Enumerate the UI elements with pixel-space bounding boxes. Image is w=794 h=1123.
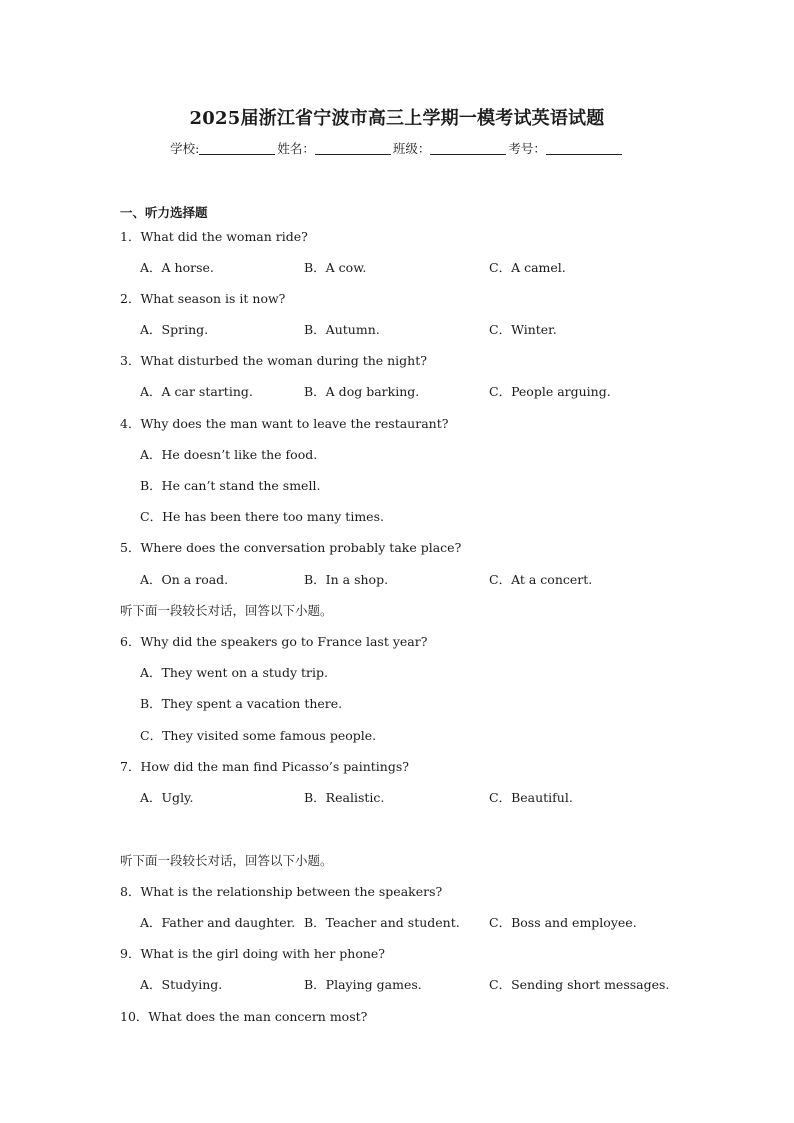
q2-option-b: B．Autumn. bbox=[304, 322, 380, 337]
q3-option-c: C．People arguing. bbox=[489, 384, 611, 399]
q4-option-b: B．He can’t stand the smell. bbox=[140, 478, 321, 493]
q8-option-b: B．Teacher and student. bbox=[304, 915, 460, 930]
question-8: 8．What is the relationship between the speakers? bbox=[120, 884, 443, 899]
q1-option-a: A．A horse. bbox=[140, 260, 214, 275]
q4-option-c: C．He has been there too many times. bbox=[140, 509, 384, 524]
school-blank bbox=[199, 141, 275, 155]
exam-number-label: 考号： bbox=[508, 141, 546, 156]
class-label: 班级： bbox=[392, 141, 431, 156]
school-label: 学校: bbox=[170, 141, 200, 156]
q1-option-b: B．A cow. bbox=[304, 260, 367, 275]
q2-option-c: C．Winter. bbox=[489, 322, 557, 337]
q3-option-a: A．A car starting. bbox=[140, 384, 253, 399]
sub-instruction-1: 听下面一段较长对话，回答以下小题。 bbox=[120, 603, 333, 618]
question-1: 1．What did the woman ride? bbox=[120, 229, 308, 244]
question-5: 5．Where does the conversation probably take place? bbox=[120, 540, 462, 555]
question-10: 10．What does the man concern most? bbox=[120, 1009, 368, 1024]
page-title: 2025届浙江省宁波市高三上学期一模考试英语试题 bbox=[189, 108, 605, 129]
question-9: 9．What is the girl doing with her phone? bbox=[120, 946, 385, 961]
q4-option-a: A．He doesn’t like the food. bbox=[140, 447, 318, 462]
q6-option-c: C．They visited some famous people. bbox=[140, 728, 377, 743]
q1-option-c: C．A camel. bbox=[489, 260, 566, 275]
q6-option-b: B．They spent a vacation there. bbox=[140, 696, 343, 711]
q5-option-c: C．At a concert. bbox=[489, 572, 593, 587]
question-3: 3．What disturbed the woman during the night? bbox=[120, 353, 427, 368]
q7-option-a: A．Ugly. bbox=[140, 790, 194, 805]
q9-option-b: B．Playing games. bbox=[304, 977, 422, 992]
q7-option-b: B．Realistic. bbox=[304, 790, 385, 805]
q3-option-b: B．A dog barking. bbox=[304, 384, 420, 399]
q2-option-a: A．Spring. bbox=[140, 322, 209, 337]
q6-option-a: A．They went on a study trip. bbox=[140, 665, 328, 680]
q9-option-c: C．Sending short messages. bbox=[489, 977, 670, 992]
name-blank bbox=[315, 141, 391, 155]
exam-number-blank bbox=[546, 141, 622, 155]
class-blank bbox=[430, 141, 506, 155]
name-label: 姓名： bbox=[277, 141, 315, 156]
sub-instruction-2: 听下面一段较长对话，回答以下小题。 bbox=[120, 853, 333, 868]
q5-option-b: B．In a shop. bbox=[304, 572, 389, 587]
q9-option-a: A．Studying. bbox=[140, 977, 223, 992]
question-7: 7．How did the man find Picasso’s paintings? bbox=[120, 759, 409, 774]
q7-option-c: C．Beautiful. bbox=[489, 790, 573, 805]
student-info-line bbox=[0, 139, 794, 157]
question-4: 4．Why does the man want to leave the restaurant? bbox=[120, 416, 449, 431]
q5-option-a: A．On a road. bbox=[140, 572, 229, 587]
question-6: 6．Why did the speakers go to France last year? bbox=[120, 634, 428, 649]
q8-option-c: C．Boss and employee. bbox=[489, 915, 637, 930]
section-heading: 一、听力选择题 bbox=[120, 205, 208, 220]
question-2: 2．What season is it now? bbox=[120, 291, 286, 306]
q8-option-a: A．Father and daughter. bbox=[140, 915, 296, 930]
